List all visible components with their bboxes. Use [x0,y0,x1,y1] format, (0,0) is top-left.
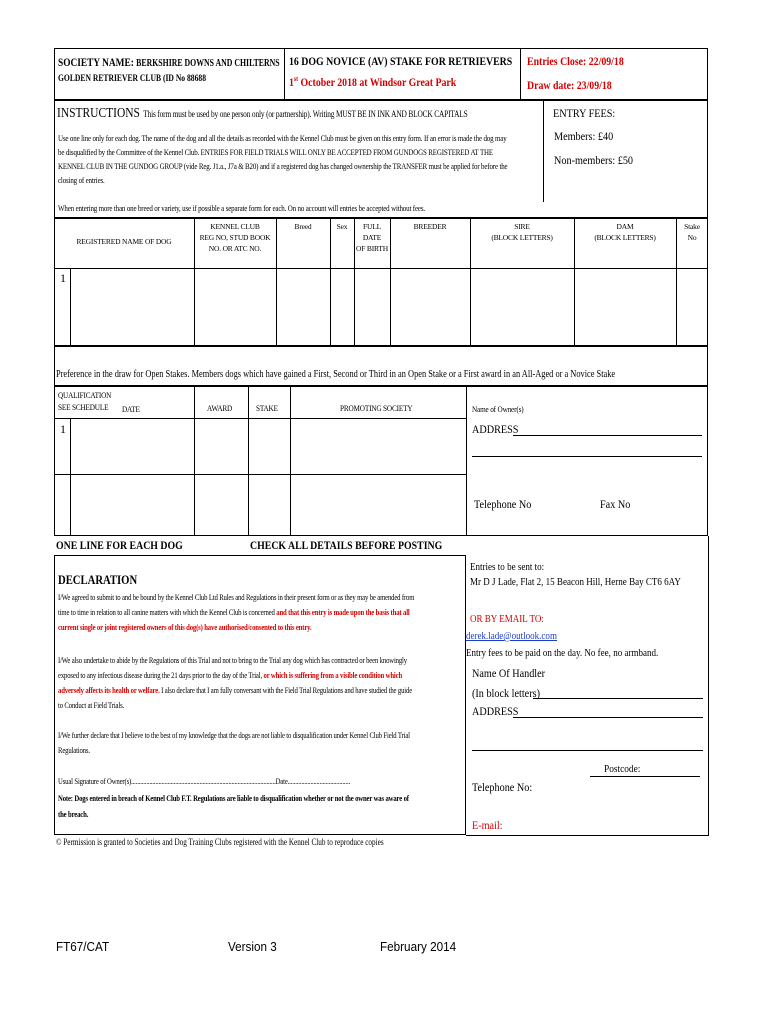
check-details-notice: CHECK ALL DETAILS BEFORE POSTING [250,538,443,552]
col-kennel-club: KENNEL CLUB REG NO, STUD BOOK NO. OR ATC NO. [199,222,271,253]
entry-fees-heading: ENTRY FEES: [553,106,616,120]
decl-p2-line-2: exposed to any infectious disease during the 21 days prior to the day of the Trial, or which is suffering from a visible condition which [58,670,403,680]
draw-date: Draw date: 23/09/18 [527,78,612,92]
breed-input[interactable] [277,269,329,345]
decl-p1-line-1: I/We agreed to submit to and be bound by the Kennel Club Ltd Rules and Regulations in their present form or as they may be amended from [58,592,415,602]
secretary-address: Mr D J Lade, Flat 2, 15 Beacon Hill, Herne Bay CT6 6AY [470,576,681,588]
email-heading: OR BY EMAIL TO: [470,613,544,625]
promoting-society-input[interactable] [291,419,465,473]
col-qual-date: DATE [122,404,140,414]
handler-email-label: E-mail: [472,818,503,832]
handler-telephone-label: Telephone No: [472,780,533,794]
qual-schedule-input[interactable] [71,419,193,473]
col-registered-name: REGISTERED NAME OF DOG [76,237,172,246]
col-breeder: BREEDER [413,222,447,231]
owner-telephone-label: Telephone No [474,497,532,511]
instructions-line-4: closing of entries. [58,175,105,185]
preference-box [54,346,708,386]
decl-p1-line-3: current single or joint registered owners of this dog(s) have authorised/consented to this entry. [58,622,312,632]
trial-date: 1st October 2018 at Windsor Great Park [289,75,457,89]
breeder-input[interactable] [391,269,469,345]
col-sex: Sex [336,222,348,231]
fee-non-members: Non-members: £50 [554,153,634,167]
owner-address-label: ADDRESS [472,422,519,436]
award-input[interactable] [195,419,247,473]
one-line-notice: ONE LINE FOR EACH DOG [56,538,183,552]
stake-no-input[interactable] [677,269,707,345]
sex-input[interactable] [331,269,353,345]
block-letters-label: (In block letters) [472,686,540,700]
stake-title: 16 DOG NOVICE (AV) STAKE FOR RETRIEVERS [289,54,513,68]
postcode-line[interactable] [590,776,700,777]
handler-address-label: ADDRESS [472,704,519,718]
fees-note: Entry fees to be paid on the day. No fee, no armband. [466,647,659,659]
handler-address-line-1[interactable] [513,717,703,718]
decl-p2-line-3: adversely affects its health or welfare. I also declare that I am fully conversant with the Field Trial Regulations and have studied the guide [58,685,413,695]
col-name-of-owner: Name of Owner(s) [472,404,524,414]
instructions-line-3: KENNEL CLUB IN THE GUNDOG GROUP (vide Reg. J1.a., J7a & B20) and if a registered dog has changed ownership the TRANSFER must be applied for before the [58,161,508,171]
entries-sent-to: Entries to be sent to: [470,561,545,573]
postcode-label: Postcode: [604,763,641,775]
qual-stake-input[interactable] [249,419,289,473]
owner-address-line-2[interactable] [472,456,702,457]
col-promoting-society: PROMOTING SOCIETY [340,403,413,413]
sire-input[interactable] [471,269,573,345]
dam-input[interactable] [575,269,675,345]
club-line: GOLDEN RETRIEVER CLUB (ID No 88688 [58,74,207,84]
decl-p2-line-1: I/We also undertake to abide by the Regulations of this Trial and not to bring to the Trial any dog which has contracted or been knowingly [58,655,407,665]
kennel-club-no-input[interactable] [195,269,275,345]
col-qualification: QUALIFICATION SEE SCHEDULE [58,390,112,412]
permission-notice: © Permission is granted to Societies and Dog Training Clubs registered with the Kennel Club to reproduce copies [56,837,384,847]
form-date: February 2014 [380,939,457,954]
signature-line[interactable]: Usual Signature of Owner(s)...............................................................................................Date......................................... [58,776,350,786]
col-date-of-birth: FULL DATE OF BIRTH [356,222,388,253]
dog-name-input[interactable] [71,269,193,345]
decl-p2-line-4: to Conduct at Field Trials. [58,700,125,710]
form-version: Version 3 [228,939,277,954]
entries-close: Entries Close: 22/09/18 [527,54,624,68]
decl-p1-line-2: time to time in relation to all canine matters with which the Kennel Club is concerned and that this entry is made upon the basis that all [58,607,410,617]
preference-text: Preference in the draw for Open Stakes. Members dogs which have gained a First, Second or Third in an Open Stake or a First award in an All-Aged or a Novice Stake [56,368,616,380]
instructions-line-2: be disqualified by the Committee of the Kennel Club. ENTRIES FOR FIELD TRIALS WILL ONLY BE ACCEPTED FROM GUNDOGS REGISTERED AT THE [58,147,494,157]
note-line-1: Note: Dogs entered in breach of Kennel Club F.T. Regulations are liable to disqualification whether or not the owner was aware of [58,793,409,803]
multi-breed-note: When entering more than one breed or variety, use if possible a separate form for each. On no account will entries be accepted without fees. [58,203,425,213]
handler-name-line[interactable] [533,698,703,699]
col-award: AWARD [207,403,233,413]
col-qual-stake: STAKE [256,403,278,413]
note-line-2: the breach. [58,809,89,819]
decl-p3-line-1: I/We further declare that I believe to the best of my knowledge that the dogs are not liable to disqualification under Kennel Club Field Trial [58,730,410,740]
owner-fax-label: Fax No [600,497,631,511]
handler-address-line-2[interactable] [472,750,703,751]
decl-p3-line-2: Regulations. [58,745,90,755]
date-of-birth-input[interactable] [355,269,389,345]
col-stake-no: Stake No [684,222,700,242]
owner-address-line-1[interactable] [513,435,702,436]
col-sire: SIRE (BLOCK LETTERS) [491,222,553,242]
col-dam: DAM (BLOCK LETTERS) [594,222,656,242]
qual-row-number: 1 [60,422,66,436]
fee-members: Members: £40 [554,129,614,143]
instructions-heading-line: INSTRUCTIONS This form must be used by one person only (or partnership). Writing MUST BE IN INK AND BLOCK CAPITALS [57,106,468,121]
society-name-line: SOCIETY NAME: BERKSHIRE DOWNS AND CHILTERNS [58,55,280,69]
dog-row-number: 1 [60,271,66,285]
declaration-heading: DECLARATION [58,572,138,587]
col-breed: Breed [294,222,312,231]
instructions-line-1: Use one line only for each dog. The name of the dog and all the details as recorded with the Kennel Club must be given on this entry form. If an error is made the dog may [58,133,507,143]
form-code: FT67/CAT [56,939,110,954]
handler-label: Name Of Handler [472,666,546,680]
secretary-email-link[interactable]: derek.lade@outlook.com [466,630,557,642]
